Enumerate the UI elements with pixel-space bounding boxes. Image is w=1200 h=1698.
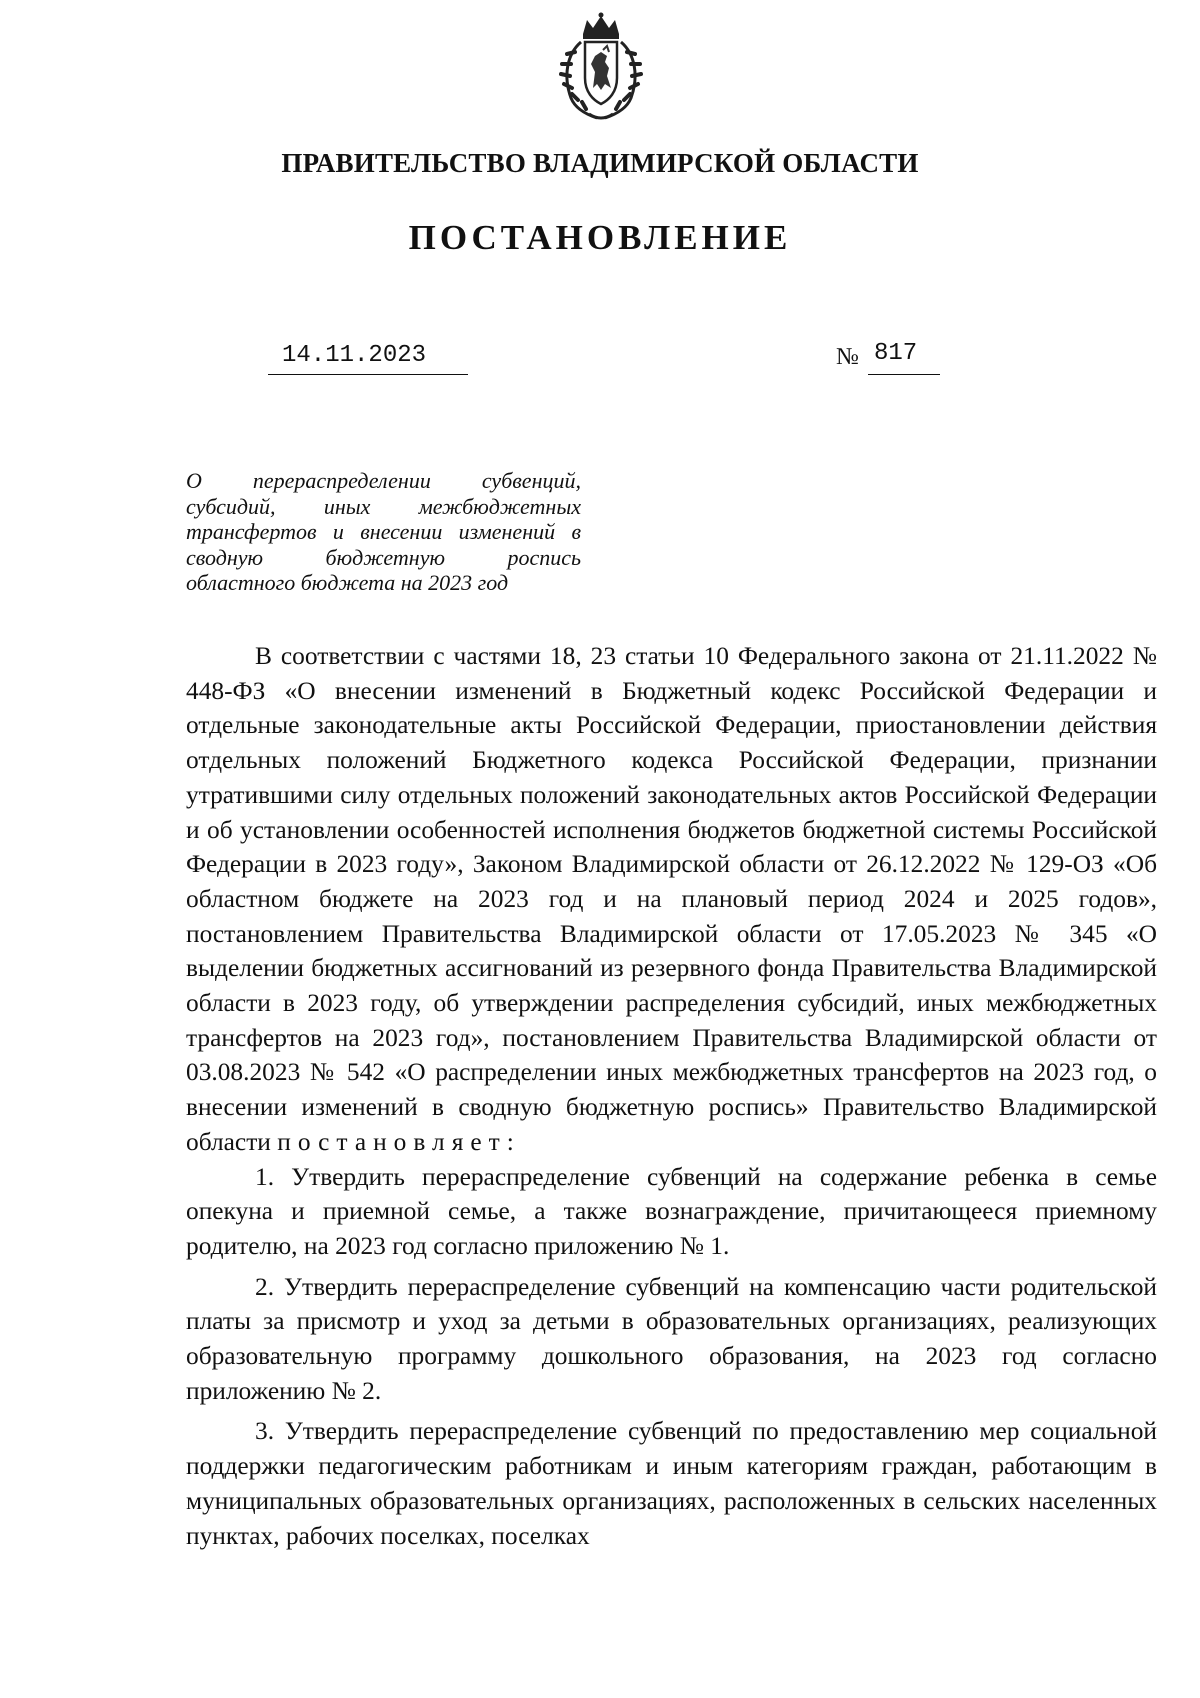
preamble-paragraph <box>186 639 1157 1160</box>
document-type-title: ПОСТАНОВЛЕНИЕ <box>408 218 792 257</box>
clause-paragraph: 2. Утвердить перераспределение субвенций на компенсацию части родительской платы за присмотр и уход за детьми в образовательных организациях, реализующих образовательную программу дошкольного образования, на 2023 год согласно приложению № 2. <box>186 1272 1157 1405</box>
clause-paragraph: 3. Утвердить перераспределение субвенций по предоставлению мер социальной поддержки педагогическим работникам и иным категориям граждан, работающим в муниципальных образовательных организациях, расположенных в сельских населенных пунктах, рабочих поселках, поселках <box>186 1417 1157 1550</box>
document-body <box>186 639 1157 1553</box>
date-underline <box>268 374 468 375</box>
document-subject <box>186 468 581 596</box>
subject-line: трансфертов и внесении изменений в <box>186 519 581 544</box>
subject-line: субсидий, иных межбюджетных <box>186 493 581 519</box>
subject-line: О перераспределении субвенций, <box>186 468 581 493</box>
number-underline <box>868 374 940 375</box>
number-sign: № <box>836 344 859 370</box>
subject-line: сводную бюджетную роспись <box>186 544 581 570</box>
document-date: 14.11.2023 <box>282 342 427 369</box>
organization-title: ПРАВИТЕЛЬСТВО ВЛАДИМИРСКОЙ ОБЛАСТИ <box>281 148 919 178</box>
preamble-text: В соответствии с частями 18, 23 статьи 10 Федерального закона от 21.11.2022 № 448-ФЗ «О внесении изменений в Бюджетный кодекс Российской Федерации и отдельные законодательные акты Российской Федерации, приостановлении действия отдельных положений Бюджетного кодекса Российской Федерации, признании утратившими силу отдельных положений законодательных актов Российской Федерации и об установлении особенностей исполнения бюджетов бюджетной системы Российской Федерации в 2023 году», Законом Владимирской области от 26.12.2022 № 129-ОЗ «Об областном бюджете на 2023 год и на плановый период 2024 и 2025 годов», постановлением Правительства Владимирской области от 17.05.2023 № 345 «О выделении бюджетных ассигнований из резервного фонда Правительства Владимирской области в 2023 году, об утверждении распределения субсидий, иных межбюджетных трансфертов на 2023 год», постановлением Правительства Владимирской области от 03.08.2023 № 542 «О распределении иных межбюджетных трансфертов на 2023 год, о внесении изменений в сводную бюджетную роспись» Правительство Владимирской области <box>186 642 1157 1156</box>
subject-line: областного бюджета на 2023 год <box>186 570 509 595</box>
coat-of-arms-emblem <box>553 12 649 122</box>
document-number: 817 <box>874 340 918 367</box>
clause-paragraph: 1. Утвердить перераспределение субвенций на содержание ребенка в семье опекуна и приемной семье, а также вознаграждение, причитающееся приемному родителю, на 2023 год согласно приложению № 1. <box>186 1162 1157 1260</box>
resolves-word: постановляет: <box>277 1127 521 1156</box>
